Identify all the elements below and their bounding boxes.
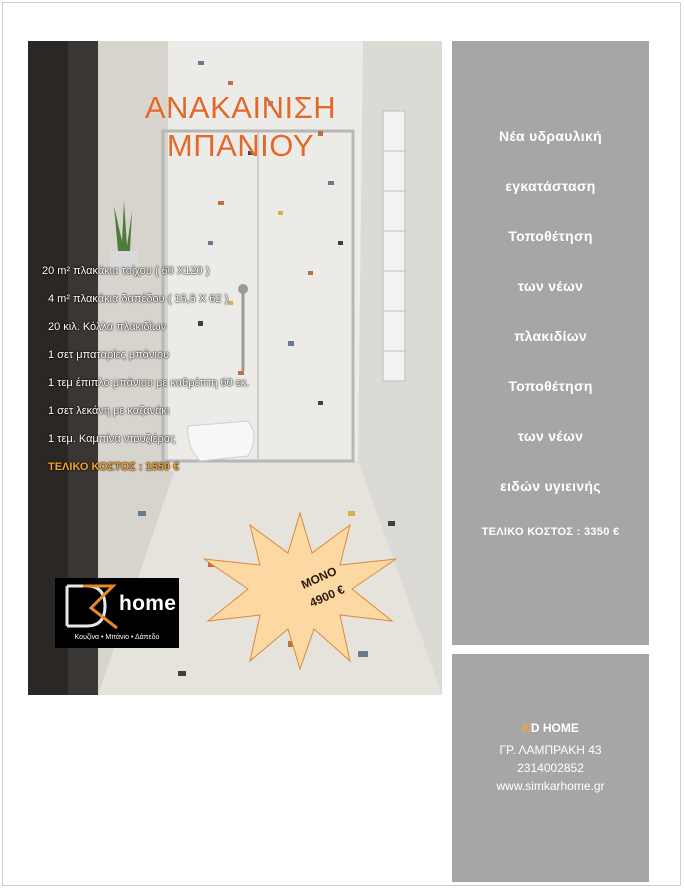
- service-line: Νέα υδραυλική: [499, 128, 602, 144]
- labor-total: ΤΕΛΙΚΟ ΚΟΣΤΟΣ : 3350 €: [481, 526, 620, 538]
- service-line: ειδών υγιεινής: [500, 478, 601, 494]
- service-line: των νέων: [517, 428, 584, 444]
- brand-name: D HOME: [530, 721, 579, 735]
- brand-logo: [55, 578, 179, 648]
- service-line: Τοποθέτηση: [508, 228, 593, 244]
- title-line-2: ΜΠΑΝΙΟΥ: [166, 128, 315, 163]
- list-item: 4 m² πλακάκια δαπέδου ( 15,5 X 62 ): [48, 293, 229, 305]
- offer-label: ΜΟΝΟ: [299, 563, 339, 592]
- services-panel: [452, 41, 649, 645]
- contact-brand: [452, 721, 649, 735]
- bathroom-photo-flyer: [28, 41, 442, 695]
- service-line: Τοποθέτηση: [508, 378, 593, 394]
- list-item: 20 m² πλακάκια τοίχου ( 60 X120 ): [42, 265, 210, 277]
- list-item: 1 τεμ έπιπλο μπάνιου με καθρέπτη 60 εκ.: [48, 377, 250, 389]
- service-line: των νέων: [517, 278, 584, 294]
- contact-website[interactable]: www.simkarhome.gr: [496, 779, 605, 793]
- brand-initial: K: [522, 721, 531, 735]
- flyer-title: [113, 89, 368, 165]
- contact-address: ΓΡ. ΛΑΜΠΡΑΚΗ 43: [499, 743, 602, 757]
- materials-total: ΤΕΛΙΚΟ ΚΟΣΤΟΣ : 1550 €: [48, 461, 180, 473]
- offer-price: 4900 €: [307, 582, 347, 610]
- logo-mark-icon: [61, 582, 121, 632]
- list-item: 20 κιλ. Κόλλα πλακιδίων: [48, 321, 167, 333]
- contact-panel: [452, 654, 649, 882]
- title-line-1: ΑΝΑΚΑΙΝΙΣΗ: [144, 90, 337, 125]
- list-item: 1 σετ μπαταρίες μπάνιου: [48, 349, 170, 361]
- logo-wordmark: home: [119, 592, 177, 615]
- service-line: εγκατάσταση: [505, 178, 596, 194]
- contact-phone: 2314002852: [517, 761, 584, 775]
- service-line: πλακιδίων: [514, 328, 587, 344]
- logo-tagline: Κουζίνα • Μπάνιο • Δάπεδο: [74, 634, 160, 641]
- list-item: 1 τεμ. Καμπίνα ντουζιέρας: [48, 433, 176, 445]
- list-item: 1 σετ λεκάνη με καζανάκι: [48, 405, 170, 417]
